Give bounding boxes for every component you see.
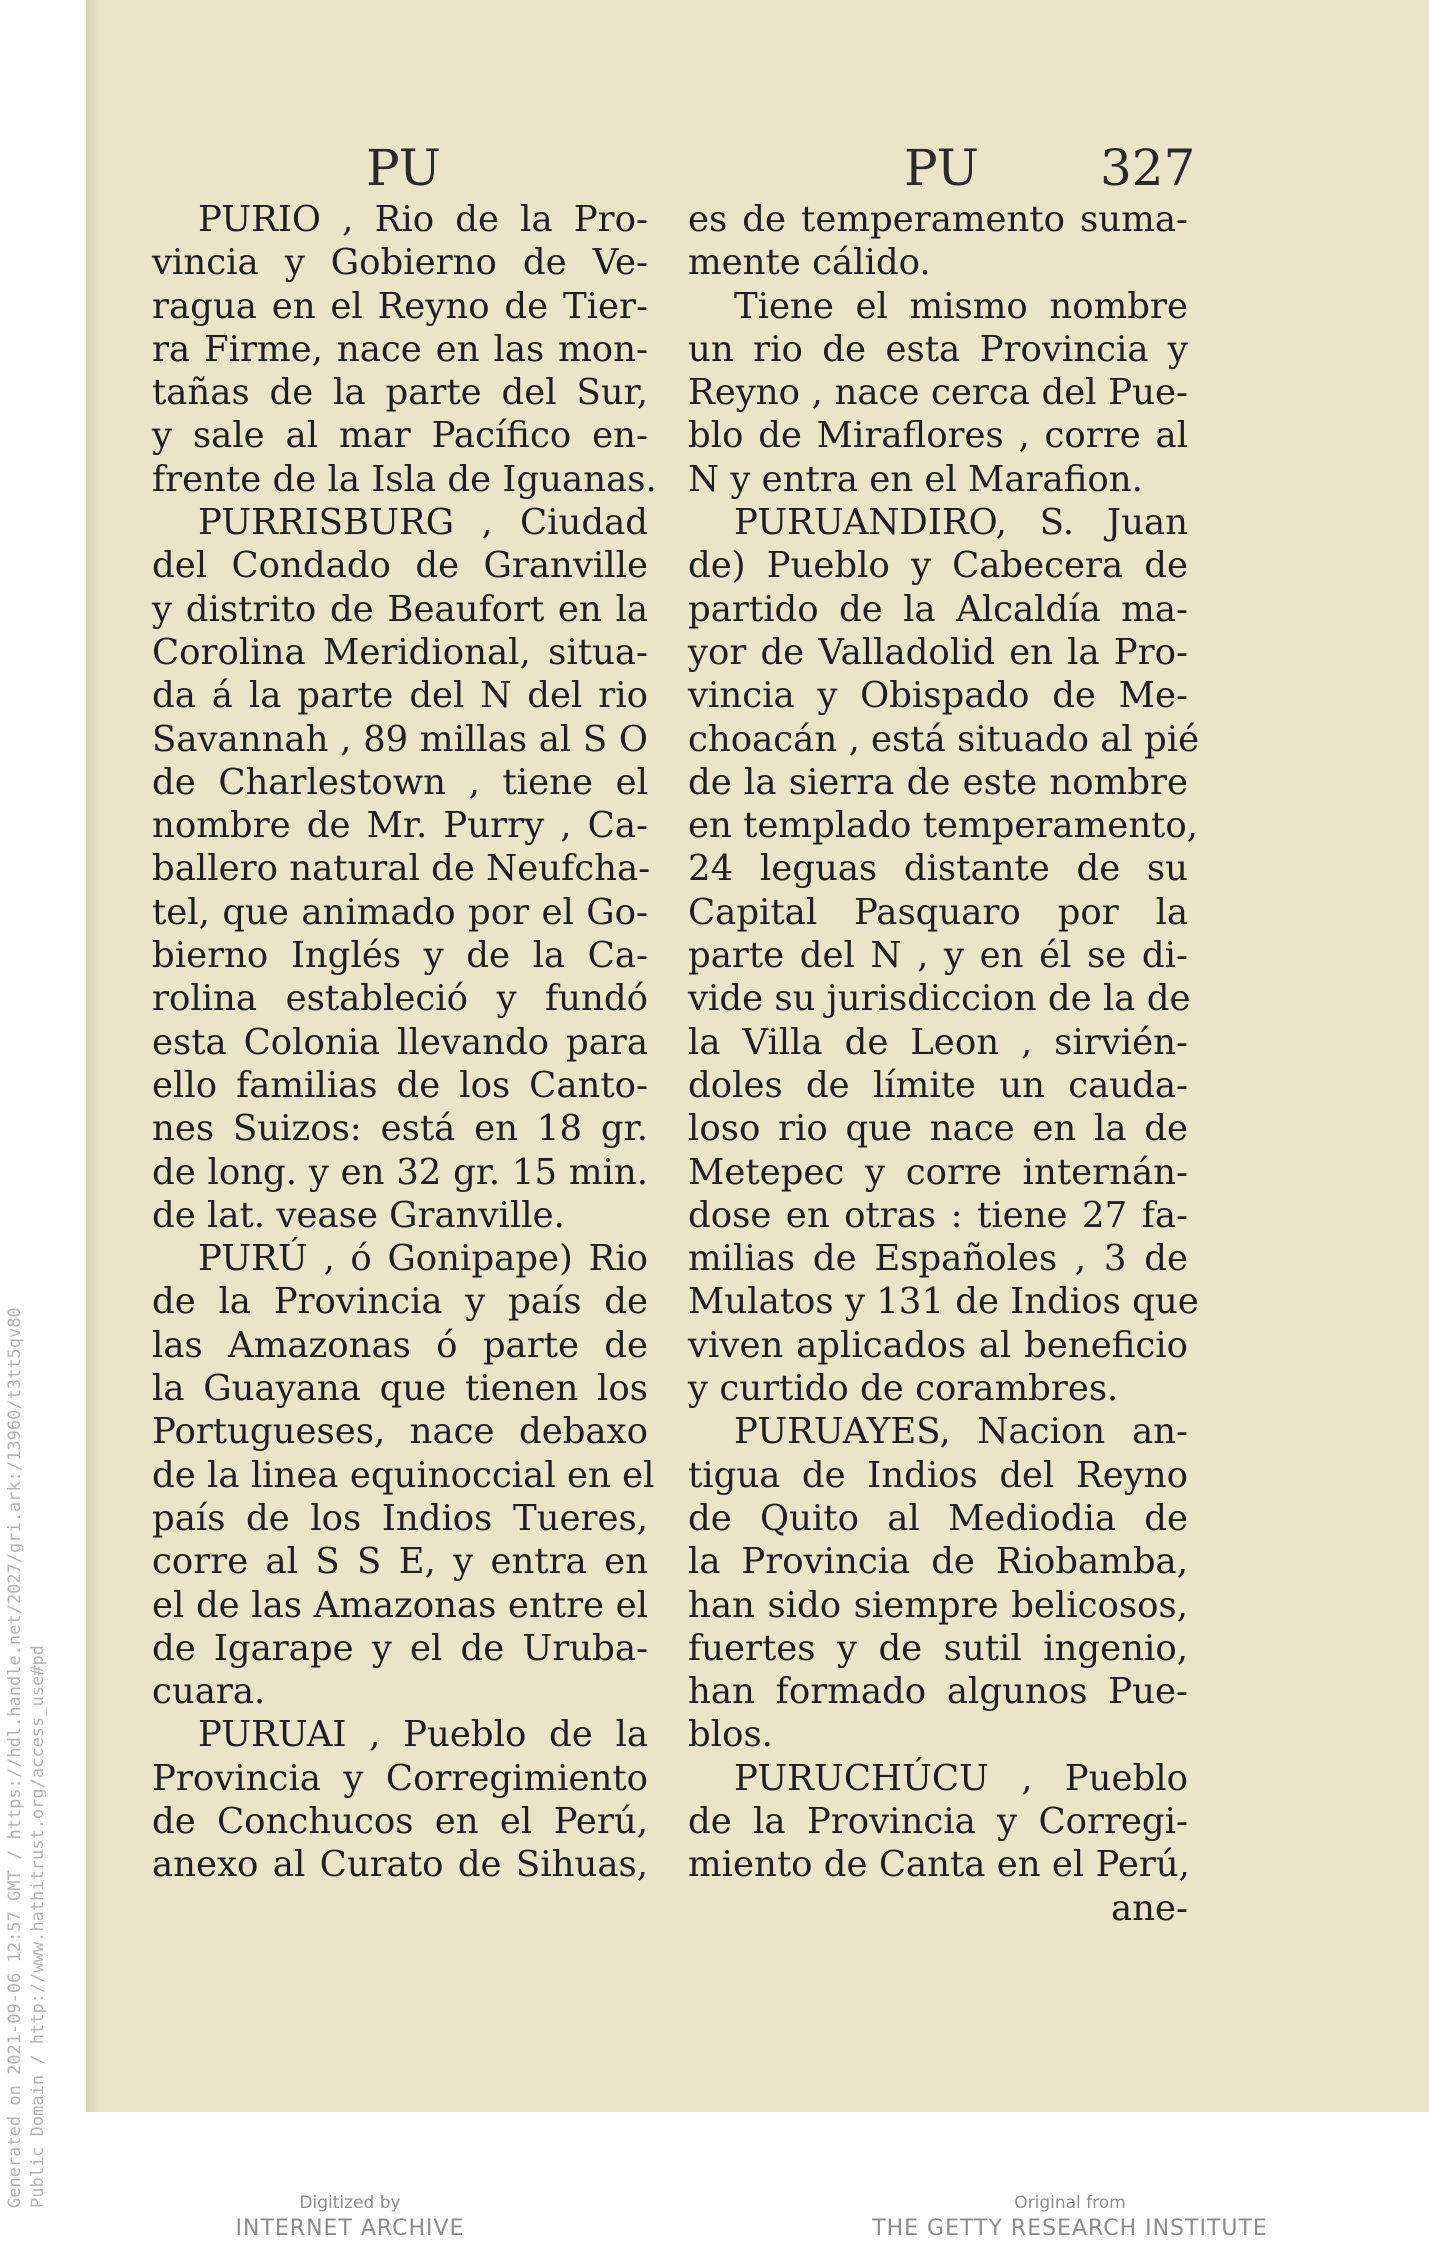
text-line: esta Colonia llevando para [152, 1021, 648, 1063]
text-line: de la linea equinoccial en el [152, 1454, 655, 1496]
text-line: loso rio que nace en la de [688, 1108, 1188, 1150]
text-line: Reyno , nace cerca del Pue- [688, 372, 1188, 414]
text-line: doles de límite un cauda- [688, 1064, 1188, 1106]
text-line: el de las Amazonas entre el [152, 1584, 648, 1626]
text-line: N y entra en el Marafion. [688, 458, 1143, 500]
text-line: y curtido de corambres. [688, 1368, 1119, 1410]
text-line: blos. [688, 1714, 773, 1756]
text-line: bierno Inglés y de la Ca- [152, 935, 648, 977]
text-line: nombre de Mr. Purry , Ca- [152, 805, 648, 847]
text-line: milias de Españoles , 3 de [688, 1238, 1188, 1280]
text-line: Capital Pasquaro por la [688, 891, 1188, 933]
text-line: Tiene el mismo nombre [734, 285, 1188, 327]
text-line: han formado algunos Pue- [688, 1671, 1188, 1713]
text-line: anexo al Curato de Sihuas, [152, 1844, 648, 1886]
text-line: tigua de Indios del Reyno [688, 1454, 1188, 1496]
text-line: blo de Miraflores , corre al [688, 415, 1188, 457]
digitized-by-label: Digitized by [299, 2193, 401, 2213]
right-text-column [688, 198, 1200, 1930]
text-line: ragua en el Reyno de Tier- [152, 285, 648, 327]
text-line: la Provincia de Riobamba, [688, 1541, 1188, 1583]
internet-archive-label: INTERNET ARCHIVE [235, 2216, 465, 2241]
text-line: y sale al mar Pacífico en- [152, 415, 648, 457]
left-text-column [152, 198, 657, 1887]
text-line: fuertes y de sutil ingenio, [688, 1627, 1188, 1669]
header-center-keyword: PU [904, 139, 979, 197]
watermark-line-1: Generated on 2021-09-06 12:57 GMT / https://hdl.handle.net/2027/gri.ark:/13960/t3tt5qv80 [5, 1307, 25, 2208]
text-line: nes Suizos: está en 18 gr. [152, 1108, 648, 1150]
text-line: de la Provincia y Corregi- [688, 1800, 1188, 1842]
text-line: cuara. [152, 1671, 266, 1713]
text-line: es de temperamento suma- [688, 199, 1188, 240]
header-left-keyword: PU [366, 139, 441, 197]
watermark-line-2: Public Domain / http://www.hathitrust.org/access_use#pd [28, 1645, 48, 2208]
text-line: vide su jurisdiccion de la de [688, 978, 1191, 1020]
text-line: PURRISBURG , Ciudad [198, 502, 648, 544]
text-line: la Villa de Leon , sirvién- [688, 1021, 1188, 1063]
text-line: de Conchucos en el Perú, [152, 1800, 648, 1842]
text-line: de la Provincia y país de [152, 1281, 648, 1323]
digitized-by-credit [230, 2191, 470, 2243]
getty-institute-label: THE GETTY RESEARCH INSTITUTE [872, 2216, 1268, 2241]
text-line: miento de Canta en el Perú, [688, 1844, 1190, 1886]
text-line: mente cálido. [688, 242, 931, 284]
text-line: de) Pueblo y Cabecera de [688, 545, 1188, 587]
text-line: Corolina Meridional, situa- [152, 631, 648, 673]
text-line: de Charlestown , tiene el [152, 761, 648, 803]
text-line: PURÚ , ó Gonipape) Rio [198, 1238, 648, 1280]
text-line: de Igarape y el de Uruba- [152, 1627, 648, 1669]
text-line: las Amazonas ó parte de [152, 1324, 648, 1366]
text-line: ello familias de los Canto- [152, 1064, 648, 1106]
text-line: tel, que animado por el Go- [152, 891, 648, 933]
text-line: da á la parte del N del rio [152, 675, 648, 717]
text-line: ane- [1110, 1887, 1188, 1929]
text-line: ra Firme, nace en las mon- [152, 328, 648, 370]
text-line: dose en otras : tiene 27 fa- [688, 1194, 1188, 1236]
text-line: y distrito de Beaufort en la [152, 588, 648, 630]
text-line: partido de la Alcaldía ma- [688, 588, 1188, 630]
text-line: PURUAYES, Nacion an- [734, 1411, 1188, 1453]
text-line: PURUCHÚCU , Pueblo [734, 1757, 1188, 1799]
text-line: rolina estableció y fundó [152, 978, 648, 1020]
text-line: del Condado de Granville [152, 545, 648, 587]
text-line: vincia y Obispado de Me- [688, 675, 1188, 717]
text-line: Metepec y corre internán- [688, 1151, 1188, 1193]
text-line: de Quito al Mediodia de [688, 1497, 1188, 1539]
text-line: Portugueses, nace debaxo [152, 1411, 648, 1453]
page-gutter-shadow [86, 0, 100, 2112]
text-line: en templado temperamento, [688, 805, 1198, 847]
text-line: un rio de esta Provincia y [688, 328, 1188, 370]
text-line: viven aplicados al beneficio [688, 1324, 1188, 1366]
text-line: 24 leguas distante de su [688, 848, 1188, 890]
text-line: país de los Indios Tueres, [152, 1497, 648, 1539]
text-line: PURUAI , Pueblo de la [198, 1714, 648, 1756]
text-line: choacán , está situado al pié [688, 718, 1200, 760]
text-line: de long. y en 32 gr. 15 min. [152, 1151, 648, 1193]
text-line: la Guayana que tienen los [152, 1368, 648, 1410]
text-line: Provincia y Corregimiento [152, 1757, 648, 1799]
text-line: de lat. vease Granville. [152, 1194, 565, 1236]
text-line: Mulatos y 131 de Indios que [688, 1281, 1199, 1323]
text-line: yor de Valladolid en la Pro- [688, 631, 1188, 673]
text-line: tañas de la parte del Sur, [152, 372, 648, 414]
original-from-credit [860, 2191, 1280, 2243]
text-line: han sido siempre belicosos, [688, 1584, 1188, 1626]
text-line: PURUANDIRO, S. Juan [734, 502, 1188, 544]
page-number: 327 [1100, 139, 1196, 197]
text-line: vincia y Gobierno de Ve- [152, 242, 648, 284]
text-line: parte del N , y en él se di- [688, 935, 1188, 977]
text-line: corre al S S E, y entra en [152, 1541, 648, 1583]
text-line: de la sierra de este nombre [688, 761, 1188, 803]
original-from-label: Original from [1014, 2193, 1126, 2213]
text-line: PURIO , Rio de la Pro- [198, 199, 648, 240]
text-line: frente de la Isla de Iguanas. [152, 458, 657, 500]
text-line: ballero natural de Neufcha- [152, 848, 651, 890]
generation-watermark [4, 1307, 50, 2208]
text-line: Savannah , 89 millas al S O [152, 718, 648, 760]
